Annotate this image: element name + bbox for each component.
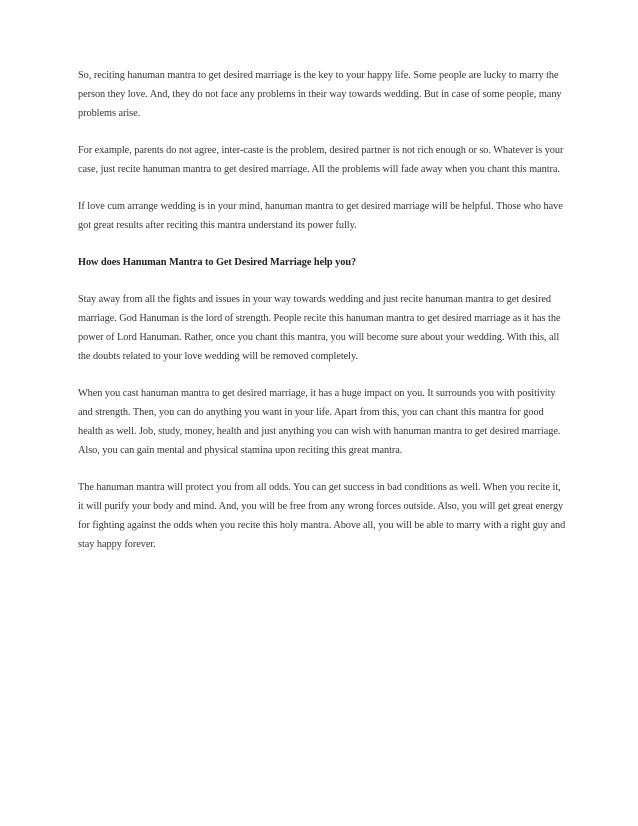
section-heading: How does Hanuman Mantra to Get Desired Marriage help you? [78,257,357,268]
paragraph-protection: The hanuman mantra will protect you from all odds. You can get success in bad conditions as well. When you recite it, it will purify your body and mind. And, you will be free from any wrong forces outside. Also, you will get great energy for fighting against the odds when you recite this holy mantra. Above all, you will be able to marry with a right guy and stay happy forever. [78,482,566,550]
document-page [78,66,568,572]
paragraph-example: For example, parents do not agree, inter-caste is the problem, desired partner is not rich enough or so. Whatever is your case, just recite hanuman mantra to get desired marriage. All the problems will fade away when you chant this mantra. [78,145,564,175]
paragraph-impact: When you cast hanuman mantra to get desired marriage, it has a huge impact on you. It surrounds you with positivity and strength. Then, you can do anything you want in your life. Apart from this, you can chant this mantra for good health as well. Job, study, money, health and just anything you can wish with hanuman mantra to get desired marriage. Also, you can gain mental and physical stamina upon reciting this great mantra. [78,388,561,456]
paragraph-stay-away: Stay away from all the fights and issues in your way towards wedding and just recite hanuman mantra to get desired marriage. God Hanuman is the lord of strength. People recite this hanuman mantra to get desired marriage as it has the power of Lord Hanuman. Rather, once you chant this mantra, you will become sure about your wedding. With this, all the doubts related to your love wedding will be removed completely. [78,294,561,362]
paragraph-intro: So, reciting hanuman mantra to get desired marriage is the key to your happy life. Some people are lucky to marry the person they love. And, they do not face any problems in their way towards wedding. But in case of some people, many problems arise. [78,70,562,119]
paragraph-love-wedding: If love cum arrange wedding is in your mind, hanuman mantra to get desired marriage will be helpful. Those who have got great results after reciting this mantra understand its power fully. [78,201,563,231]
